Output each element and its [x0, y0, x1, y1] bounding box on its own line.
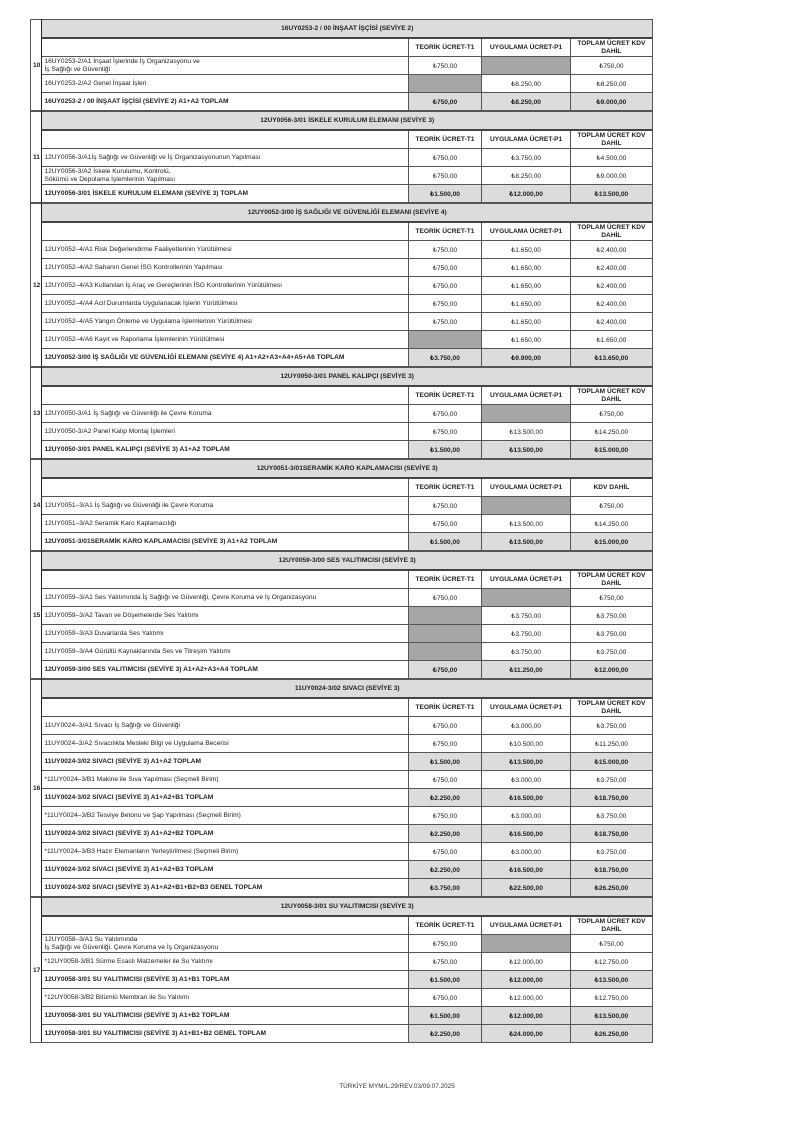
total-fee: ₺3.750,00 — [570, 643, 652, 661]
section-table — [30, 367, 653, 459]
theory-fee: ₺750,00 — [408, 717, 482, 735]
unit-description: 12UY0052-3/00 İŞ SAĞLIĞI VE GÜVENLİĞİ ELEMANI (SEVİYE 4) A1+A2+A3+A4+A5+A6 TOPLAM — [42, 349, 408, 367]
table-row — [31, 717, 653, 735]
total-fee: ₺15.000,00 — [570, 533, 652, 551]
total-row — [31, 971, 653, 989]
total-fee: ₺13.650,00 — [570, 349, 652, 367]
header-theory-fee: TEORİK ÜCRET-T1 — [408, 698, 482, 717]
table-row — [31, 75, 653, 93]
theory-fee: ₺750,00 — [408, 843, 482, 861]
theory-fee: ₺750,00 — [408, 661, 482, 679]
section-table — [30, 203, 653, 367]
practice-fee: ₺12.000,00 — [482, 989, 570, 1007]
practice-fee: ₺3.000,00 — [482, 807, 570, 825]
practice-fee: ₺1.650,00 — [482, 331, 570, 349]
theory-fee: ₺750,00 — [408, 989, 482, 1007]
total-row — [31, 789, 653, 807]
unit-description: 12UY0050-3/A1 İş Sağlığı ve Güvenliği ile Çevre Koruma — [42, 405, 408, 423]
practice-fee — [482, 589, 570, 607]
theory-fee: ₺750,00 — [408, 771, 482, 789]
practice-fee: ₺8.250,00 — [482, 93, 570, 111]
header-total-fee: TOPLAM ÜCRET KDV DAHİL — [570, 698, 652, 717]
theory-fee: ₺750,00 — [408, 93, 482, 111]
header-practice-fee: UYGULAMA ÜCRET-P1 — [482, 38, 570, 57]
total-row — [31, 861, 653, 879]
table-row — [31, 331, 653, 349]
theory-fee: ₺750,00 — [408, 405, 482, 423]
total-row — [31, 349, 653, 367]
unit-description: 12UY0056-3/A1İş Sağlığı ve Güvenliği ve İş Organizasyonunun Yapılması — [42, 149, 408, 167]
header-total-fee: TOPLAM ÜCRET KDV DAHİL — [570, 916, 652, 935]
section-number: 12 — [31, 204, 42, 367]
unit-description: 12UY0056-3/01 İSKELE KURULUM ELEMANI (SEVİYE 3) TOPLAM — [42, 185, 408, 203]
table-row — [31, 807, 653, 825]
header-practice-fee: UYGULAMA ÜCRET-P1 — [482, 916, 570, 935]
table-row — [31, 771, 653, 789]
unit-description: 16UY0253-2/A1 İnşaat İşlerinde İş Organizasyonu ve İş Sağlığı ve Güvenliği — [42, 57, 408, 75]
theory-fee: ₺3.750,00 — [408, 349, 482, 367]
table-row — [31, 515, 653, 533]
theory-fee: ₺750,00 — [408, 295, 482, 313]
practice-fee: ₺12.000,00 — [482, 185, 570, 203]
theory-fee: ₺750,00 — [408, 735, 482, 753]
section-title: 16UY0253-2 / 00 İNŞAAT İŞÇİSİ (SEVİYE 2) — [42, 20, 653, 39]
theory-fee: ₺1.500,00 — [408, 1007, 482, 1025]
total-row — [31, 1007, 653, 1025]
unit-description: 11UY0024-3/02 SIVACI (SEVİYE 3) A1+A2+B2 TOPLAM — [42, 825, 408, 843]
practice-fee: ₺9.900,00 — [482, 349, 570, 367]
practice-fee: ₺10.500,00 — [482, 735, 570, 753]
header-total-fee: TOPLAM ÜCRET KDV DAHİL — [570, 222, 652, 241]
table-row — [31, 57, 653, 75]
total-fee: ₺13.500,00 — [570, 971, 652, 989]
header-practice-fee: UYGULAMA ÜCRET-P1 — [482, 130, 570, 149]
total-row — [31, 533, 653, 551]
total-fee: ₺750,00 — [570, 57, 652, 75]
practice-fee: ₺22.500,00 — [482, 879, 570, 897]
table-row — [31, 953, 653, 971]
header-total-fee: TOPLAM ÜCRET KDV DAHİL — [570, 38, 652, 57]
total-fee: ₺26.250,00 — [570, 879, 652, 897]
practice-fee: ₺16.500,00 — [482, 789, 570, 807]
theory-fee — [408, 331, 482, 349]
practice-fee: ₺3.750,00 — [482, 643, 570, 661]
theory-fee: ₺750,00 — [408, 935, 482, 953]
total-fee: ₺3.750,00 — [570, 607, 652, 625]
unit-description: *12UY0058-3/B2 Bitümlü Membran ile Su Yalıtımı — [42, 989, 408, 1007]
header-blank — [42, 222, 408, 241]
section-table — [30, 19, 653, 111]
unit-description: 12UY0051-3/01SERAMİK KARO KAPLAMACISI (SEVİYE 3) A1+A2 TOPLAM — [42, 533, 408, 551]
header-practice-fee: UYGULAMA ÜCRET-P1 — [482, 698, 570, 717]
total-fee: ₺11.250,00 — [570, 735, 652, 753]
theory-fee: ₺750,00 — [408, 313, 482, 331]
header-practice-fee: UYGULAMA ÜCRET-P1 — [482, 570, 570, 589]
total-fee: ₺4.500,00 — [570, 149, 652, 167]
practice-fee — [482, 497, 570, 515]
total-fee: ₺15.000,00 — [570, 753, 652, 771]
section-number: 15 — [31, 552, 42, 679]
theory-fee: ₺750,00 — [408, 259, 482, 277]
unit-description: 12UY0059-3/00 SES YALITIMCISI (SEVİYE 3) A1+A2+A3+A4 TOPLAM — [42, 661, 408, 679]
unit-description: 12UY0058-3/01 SU YALITIMCISI (SEVİYE 3) A1+B1+B2 GENEL TOPLAM — [42, 1025, 408, 1043]
section-title: 11UY0024-3/02 SIVACI (SEVİYE 3) — [42, 680, 653, 699]
unit-description: 16UY0253-2/A2 Genel İnşaat İşleri — [42, 75, 408, 93]
theory-fee: ₺2.250,00 — [408, 825, 482, 843]
unit-description: 12UY0052–4/A1 Risk Değerlendirme Faaliyetlerinin Yürütülmesi — [42, 241, 408, 259]
table-row — [31, 607, 653, 625]
table-row — [31, 589, 653, 607]
practice-fee — [482, 57, 570, 75]
total-row — [31, 185, 653, 203]
document-footer: TÜRKİYE MYM/L.29/REV.03/09.07.2025 — [339, 1083, 455, 1090]
total-row — [31, 93, 653, 111]
total-fee: ₺2.400,00 — [570, 295, 652, 313]
unit-description: 11UY0024-3/02 SIVACI (SEVİYE 3) A1+A2+B1+B2+B3 GENEL TOPLAM — [42, 879, 408, 897]
unit-description: 12UY0058-3/01 SU YALITIMCISI (SEVİYE 3) A1+B1 TOPLAM — [42, 971, 408, 989]
header-total-fee: TOPLAM ÜCRET KDV DAHİL — [570, 130, 652, 149]
practice-fee: ₺13.500,00 — [482, 441, 570, 459]
unit-description: 11UY0024-3/02 SIVACI (SEVİYE 3) A1+A2+B3 TOPLAM — [42, 861, 408, 879]
total-fee: ₺13.500,00 — [570, 1007, 652, 1025]
unit-description: 12UY0052–4/A6 Kayıt ve Raporlama İşlemlerinin Yürütülmesi — [42, 331, 408, 349]
theory-fee: ₺750,00 — [408, 241, 482, 259]
total-fee: ₺15.000,00 — [570, 441, 652, 459]
total-row — [31, 441, 653, 459]
total-fee: ₺1.650,00 — [570, 331, 652, 349]
table-row — [31, 735, 653, 753]
practice-fee: ₺12.000,00 — [482, 1007, 570, 1025]
total-row — [31, 1025, 653, 1043]
unit-description: 12UY0052–4/A5 Yangın Önleme ve Uygulama İşlemlerinin Yürütülmesi — [42, 313, 408, 331]
section-number: 11 — [31, 112, 42, 203]
unit-description: *11UY0024–3/B2 Tesviye Betonu ve Şap Yapılması (Seçmeli Birim) — [42, 807, 408, 825]
total-fee: ₺2.400,00 — [570, 313, 652, 331]
theory-fee: ₺750,00 — [408, 953, 482, 971]
table-row — [31, 313, 653, 331]
table-row — [31, 625, 653, 643]
section-table — [30, 111, 653, 203]
section-title: 12UY0051-3/01SERAMİK KARO KAPLAMACISI (SEVİYE 3) — [42, 460, 653, 479]
section-title: 12UY0059-3/00 SES YALITIMCISI (SEVİYE 3) — [42, 552, 653, 571]
header-theory-fee: TEORİK ÜCRET-T1 — [408, 570, 482, 589]
total-fee: ₺18.750,00 — [570, 789, 652, 807]
practice-fee: ₺3.000,00 — [482, 771, 570, 789]
table-row — [31, 843, 653, 861]
theory-fee: ₺750,00 — [408, 423, 482, 441]
theory-fee — [408, 607, 482, 625]
section-title: 12UY0058-3/01 SU YALITIMCISI (SEVİYE 3) — [42, 898, 653, 917]
total-fee: ₺750,00 — [570, 589, 652, 607]
table-row — [31, 259, 653, 277]
theory-fee: ₺1.500,00 — [408, 753, 482, 771]
total-fee: ₺750,00 — [570, 405, 652, 423]
practice-fee: ₺16.500,00 — [482, 861, 570, 879]
practice-fee: ₺24.000,00 — [482, 1025, 570, 1043]
practice-fee: ₺3.750,00 — [482, 625, 570, 643]
total-fee: ₺2.400,00 — [570, 277, 652, 295]
practice-fee: ₺13.500,00 — [482, 533, 570, 551]
total-fee: ₺14.250,00 — [570, 423, 652, 441]
practice-fee: ₺3.750,00 — [482, 149, 570, 167]
header-practice-fee: UYGULAMA ÜCRET-P1 — [482, 222, 570, 241]
header-blank — [42, 478, 408, 497]
unit-description: 12UY0059–3/A1 Ses Yalıtımında İş Sağlığı ve Güvenliği, Çevre Koruma ve İş Organizasyonu — [42, 589, 408, 607]
theory-fee: ₺750,00 — [408, 589, 482, 607]
total-fee: ₺13.500,00 — [570, 185, 652, 203]
total-fee: ₺8.250,00 — [570, 75, 652, 93]
theory-fee: ₺1.500,00 — [408, 441, 482, 459]
practice-fee: ₺1.650,00 — [482, 295, 570, 313]
total-fee: ₺750,00 — [570, 497, 652, 515]
practice-fee: ₺1.650,00 — [482, 241, 570, 259]
total-row — [31, 753, 653, 771]
unit-description: 11UY0024–3/A2 Sıvacılıkta Mesleki Bilgi ve Uygulama Becerisi — [42, 735, 408, 753]
header-blank — [42, 698, 408, 717]
unit-description: 11UY0024-3/02 SIVACI (SEVİYE 3) A1+A2 TOPLAM — [42, 753, 408, 771]
header-theory-fee: TEORİK ÜCRET-T1 — [408, 386, 482, 405]
theory-fee: ₺750,00 — [408, 167, 482, 185]
section-number: 17 — [31, 898, 42, 1043]
unit-description: 16UY0253-2 / 00 İNŞAAT İŞÇİSİ (SEVİYE 2) A1+A2 TOPLAM — [42, 93, 408, 111]
unit-description: 12UY0059–3/A3 Duvarlarda Ses Yalıtımı — [42, 625, 408, 643]
total-row — [31, 661, 653, 679]
header-theory-fee: TEORİK ÜCRET-T1 — [408, 478, 482, 497]
header-theory-fee: TEORİK ÜCRET-T1 — [408, 222, 482, 241]
theory-fee — [408, 643, 482, 661]
unit-description: *11UY0024–3/B1 Makine ile Sıva Yapılması (Seçmeli Birim) — [42, 771, 408, 789]
header-practice-fee: UYGULAMA ÜCRET-P1 — [482, 386, 570, 405]
header-blank — [42, 130, 408, 149]
section-number: 10 — [31, 20, 42, 111]
total-fee: ₺26.250,00 — [570, 1025, 652, 1043]
unit-description: 12UY0059–3/A4 Gürültü Kaynaklarında Ses ve Titreşim Yalıtımı — [42, 643, 408, 661]
theory-fee: ₺2.250,00 — [408, 789, 482, 807]
theory-fee: ₺750,00 — [408, 807, 482, 825]
theory-fee: ₺1.500,00 — [408, 533, 482, 551]
section-table — [30, 897, 653, 1043]
header-practice-fee: UYGULAMA ÜCRET-P1 — [482, 478, 570, 497]
theory-fee: ₺750,00 — [408, 57, 482, 75]
theory-fee: ₺750,00 — [408, 515, 482, 533]
total-row — [31, 825, 653, 843]
theory-fee: ₺2.250,00 — [408, 1025, 482, 1043]
total-fee: ₺3.750,00 — [570, 717, 652, 735]
theory-fee: ₺750,00 — [408, 277, 482, 295]
total-fee: ₺12.750,00 — [570, 953, 652, 971]
unit-description: 12UY0059–3/A2 Tavan ve Döşemelerde Ses Yalıtımı — [42, 607, 408, 625]
practice-fee: ₺13.500,00 — [482, 515, 570, 533]
section-number: 13 — [31, 368, 42, 459]
theory-fee — [408, 75, 482, 93]
practice-fee: ₺1.650,00 — [482, 259, 570, 277]
total-fee: ₺2.400,00 — [570, 241, 652, 259]
table-row — [31, 989, 653, 1007]
total-fee: ₺9.000,00 — [570, 167, 652, 185]
table-row — [31, 405, 653, 423]
header-blank — [42, 386, 408, 405]
table-row — [31, 277, 653, 295]
unit-description: *11UY0024–3/B3 Hazır Elemanların Yerleştirilmesi (Seçmeli Birim) — [42, 843, 408, 861]
total-fee: ₺3.750,00 — [570, 625, 652, 643]
section-number: 16 — [31, 680, 42, 897]
total-fee: ₺3.750,00 — [570, 807, 652, 825]
header-total-fee: TOPLAM ÜCRET KDV DAHİL — [570, 570, 652, 589]
total-fee: ₺750,00 — [570, 935, 652, 953]
practice-fee: ₺3.750,00 — [482, 607, 570, 625]
header-total-fee: KDV DAHİL — [570, 478, 652, 497]
unit-description: 12UY0052–4/A4 Acil Durumlarda Uygulanacak İşlerin Yürütülmesi — [42, 295, 408, 313]
table-row — [31, 167, 653, 185]
practice-fee: ₺3.000,00 — [482, 717, 570, 735]
table-row — [31, 935, 653, 953]
total-fee: ₺2.400,00 — [570, 259, 652, 277]
table-row — [31, 643, 653, 661]
unit-description: 12UY0056-3/A2 İskele Kurulumu, Kontrolü, Sökümü ve Depolama İşlemlerinin Yapılması — [42, 167, 408, 185]
section-table — [30, 551, 653, 679]
practice-fee: ₺11.250,00 — [482, 661, 570, 679]
unit-description: 12UY0050-3/A2 Panel Kalıp Montaj İşlemleri — [42, 423, 408, 441]
unit-description: 12UY0052–4/A2 Sahanın Genel İSG Kontrollerinin Yapılması — [42, 259, 408, 277]
theory-fee: ₺3.750,00 — [408, 879, 482, 897]
section-title: 12UY0052-3/00 İŞ SAĞLIĞI VE GÜVENLİĞİ ELEMANI (SEVİYE 4) — [42, 204, 653, 223]
theory-fee — [408, 625, 482, 643]
section-title: 12UY0050-3/01 PANEL KALIPÇI (SEVİYE 3) — [42, 368, 653, 387]
theory-fee: ₺1.500,00 — [408, 971, 482, 989]
unit-description: 11UY0024–3/A1 Sıvacı İş Sağlığı ve Güvenliği — [42, 717, 408, 735]
theory-fee: ₺750,00 — [408, 497, 482, 515]
practice-fee: ₺16.500,00 — [482, 825, 570, 843]
theory-fee: ₺750,00 — [408, 149, 482, 167]
header-blank — [42, 570, 408, 589]
total-fee: ₺18.750,00 — [570, 861, 652, 879]
section-number: 14 — [31, 460, 42, 551]
unit-description: 12UY0058–3/A1 Su Yalıtımında İş Sağlığı ve Güvenliği, Çevre Koruma ve İş Organizasyonu — [42, 935, 408, 953]
theory-fee: ₺2.250,00 — [408, 861, 482, 879]
practice-fee: ₺3.000,00 — [482, 843, 570, 861]
header-blank — [42, 38, 408, 57]
table-row — [31, 241, 653, 259]
practice-fee: ₺12.000,00 — [482, 971, 570, 989]
total-fee: ₺3.750,00 — [570, 771, 652, 789]
total-fee: ₺9.000,00 — [570, 93, 652, 111]
practice-fee — [482, 935, 570, 953]
total-fee: ₺18.750,00 — [570, 825, 652, 843]
header-blank — [42, 916, 408, 935]
fee-tables — [30, 19, 653, 1043]
section-title: 12UY0056-3/01 İSKELE KURULUM ELEMANI (SEVİYE 3) — [42, 112, 653, 131]
table-row — [31, 497, 653, 515]
practice-fee: ₺1.650,00 — [482, 313, 570, 331]
practice-fee: ₺8.250,00 — [482, 167, 570, 185]
practice-fee: ₺13.500,00 — [482, 753, 570, 771]
unit-description: 12UY0051–3/A1 İş Sağlığı ve Güvenliği ile Çevre Koruma — [42, 497, 408, 515]
section-table — [30, 679, 653, 897]
unit-description: 12UY0052–4/A3 Kullanılan İş Araç ve Gereçlerinin İSG Kontrollerinin Yürütülmesi — [42, 277, 408, 295]
practice-fee: ₺13.500,00 — [482, 423, 570, 441]
unit-description: *12UY0058-3/B1 Sürme Esaslı Malzemeler ile Su Yalıtımı — [42, 953, 408, 971]
total-fee: ₺14.250,00 — [570, 515, 652, 533]
table-row — [31, 423, 653, 441]
header-total-fee: TOPLAM ÜCRET KDV DAHİL — [570, 386, 652, 405]
unit-description: 12UY0051–3/A2 Seramik Karo Kaplamacılığı — [42, 515, 408, 533]
section-table — [30, 459, 653, 551]
total-fee: ₺3.750,00 — [570, 843, 652, 861]
header-theory-fee: TEORİK ÜCRET-T1 — [408, 38, 482, 57]
theory-fee: ₺1.500,00 — [408, 185, 482, 203]
practice-fee: ₺12.000,00 — [482, 953, 570, 971]
header-theory-fee: TEORİK ÜCRET-T1 — [408, 130, 482, 149]
table-row — [31, 149, 653, 167]
unit-description: 11UY0024-3/02 SIVACI (SEVİYE 3) A1+A2+B1 TOPLAM — [42, 789, 408, 807]
practice-fee — [482, 405, 570, 423]
total-row — [31, 879, 653, 897]
total-fee: ₺12.750,00 — [570, 989, 652, 1007]
unit-description: 12UY0050-3/01 PANEL KALIPÇI (SEVİYE 3) A1+A2 TOPLAM — [42, 441, 408, 459]
unit-description: 12UY0058-3/01 SU YALITIMCISI (SEVİYE 3) A1+B2 TOPLAM — [42, 1007, 408, 1025]
practice-fee: ₺8.250,00 — [482, 75, 570, 93]
header-theory-fee: TEORİK ÜCRET-T1 — [408, 916, 482, 935]
practice-fee: ₺1.650,00 — [482, 277, 570, 295]
total-fee: ₺12.000,00 — [570, 661, 652, 679]
table-row — [31, 295, 653, 313]
